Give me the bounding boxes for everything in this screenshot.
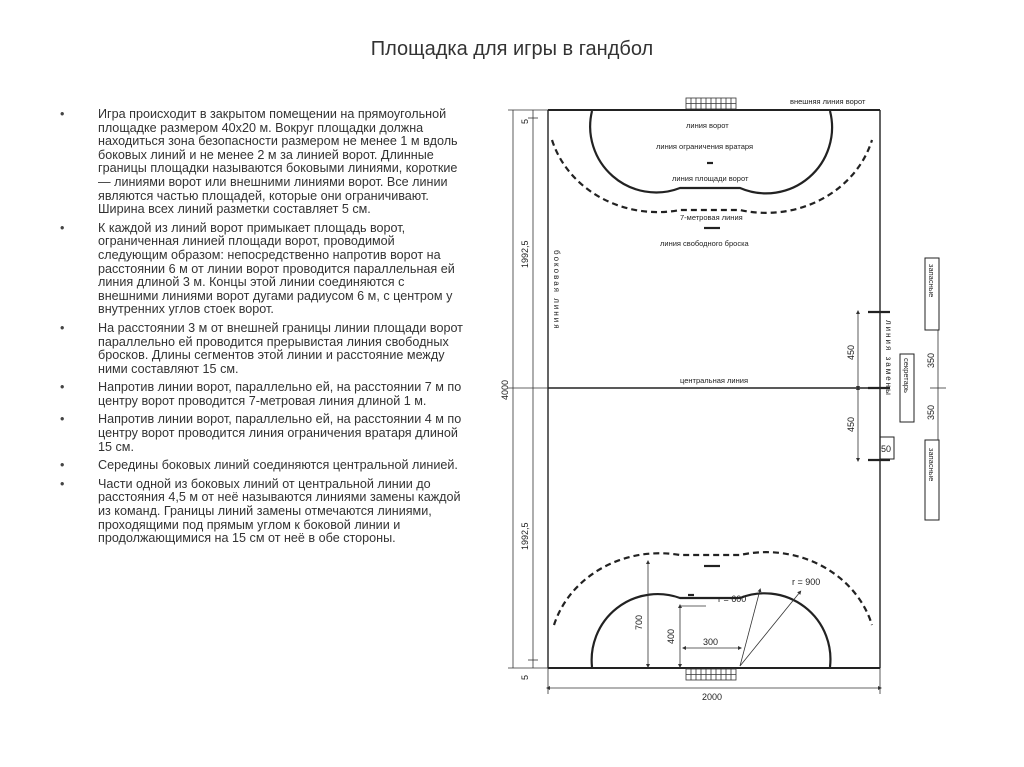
goal-top-icon xyxy=(686,98,736,109)
goal-area-line-bottom xyxy=(592,593,831,667)
label-goal-line: линия ворот xyxy=(686,121,729,130)
bullet-item: • Напротив линии ворот, параллельно ей, на расстоянии 7 м по центру ворот проводится 7-метровая линия длиной 1 м. xyxy=(56,381,466,408)
label-timekeeper: секретарь xyxy=(902,358,911,393)
dim-r900: r = 900 xyxy=(792,577,821,587)
bullet-item: • Середины боковых линий соединяются центральной линией. xyxy=(56,459,466,473)
dim-5-top: 5 xyxy=(520,118,530,124)
label-goal-area-line: линия площади ворот xyxy=(672,174,749,183)
right-dimension-lines xyxy=(858,312,946,460)
dim-50: 50 xyxy=(881,444,892,454)
bullet-item: • К каждой из линий ворот примыкает площадь ворот, ограниченная линией площади ворот, проводимой следующим образом: непосредственно напротив ворот на расстоянии 6 м от линии ворот проводится параллельная ей линия длиной 3 м. Концы этой линии соединяются с внешними линиями ворот дугами радиусом 6 м, с центром у внутренних углов стоек ворот. xyxy=(56,222,466,317)
dim-450-top: 450 xyxy=(846,344,856,360)
label-seven-meter-line: 7-метровая линия xyxy=(680,213,743,222)
free-throw-line-bottom xyxy=(554,552,872,625)
label-free-throw-line: линия свободного броска xyxy=(660,239,749,248)
label-center-line: центральная линия xyxy=(680,376,749,385)
dim-450-bottom: 450 xyxy=(846,416,856,432)
bullet-item: • На расстоянии 3 м от внешней границы линии площади ворот параллельно ей проводится прерывистая линия свободных бросков. Длины сегментов этой линии и расстояние между ними составляют 15 см. xyxy=(56,322,466,376)
label-side-line: боковая линия xyxy=(552,250,561,331)
goal-bottom-icon xyxy=(686,669,736,680)
handball-court-diagram xyxy=(486,80,956,710)
dim-1992-top: 1992,5 xyxy=(520,240,530,268)
dim-350-top: 350 xyxy=(926,352,936,368)
dim-350-bottom: 350 xyxy=(926,404,936,420)
label-substitution-line: линия замены xyxy=(884,320,893,397)
label-bench-bottom: запасные xyxy=(927,448,936,482)
bullet-item: • Напротив линии ворот, параллельно ей, на расстоянии 4 м по центру ворот проводится линия ограничения вратаря длиной 15 см. xyxy=(56,413,466,454)
bullet-text-column xyxy=(56,108,466,608)
dim-5-bottom: 5 xyxy=(520,674,530,680)
dim-1992-bottom: 1992,5 xyxy=(520,522,530,550)
bullet-list xyxy=(56,108,466,546)
bullet-item: • Игра происходит в закрытом помещении на прямоугольной площадке размером 40х20 м. Вокруг площадки должна находиться зона безопасности размером не менее 1 м вдоль боковых линий и не менее 2 м за линией ворот. Длинные границы площадки называются боковыми линиями, короткие — линиями ворот или внешними линиями ворот. Все линии являются частью площадей, которые они ограничивают. Ширина всех линий разметки составляет 5 см. xyxy=(56,108,466,217)
dim-300: 300 xyxy=(703,637,719,647)
label-bench-top: запасные xyxy=(927,264,936,298)
dim-4000: 4000 xyxy=(500,379,510,400)
dim-400: 400 xyxy=(666,628,676,644)
label-goalkeeper-line: линия ограничения вратаря xyxy=(656,142,754,151)
label-outer-goal-line: внешняя линия ворот xyxy=(790,97,866,106)
dim-r600: r = 600 xyxy=(718,594,747,604)
left-dimension-lines xyxy=(508,110,548,668)
slide-title: Площадка для игры в гандбол xyxy=(370,38,654,60)
bullet-item: • Части одной из боковых линий от центральной линии до расстояния 4,5 м от неё называются линиями замены каждой из команд. Границы линий замены отмечаются линиями, проходящими под прямым углом к боковой линии и продолжающимися на 15 см от неё в обе стороны. xyxy=(56,478,466,546)
dim-2000: 2000 xyxy=(702,692,723,702)
dim-700: 700 xyxy=(634,614,644,630)
